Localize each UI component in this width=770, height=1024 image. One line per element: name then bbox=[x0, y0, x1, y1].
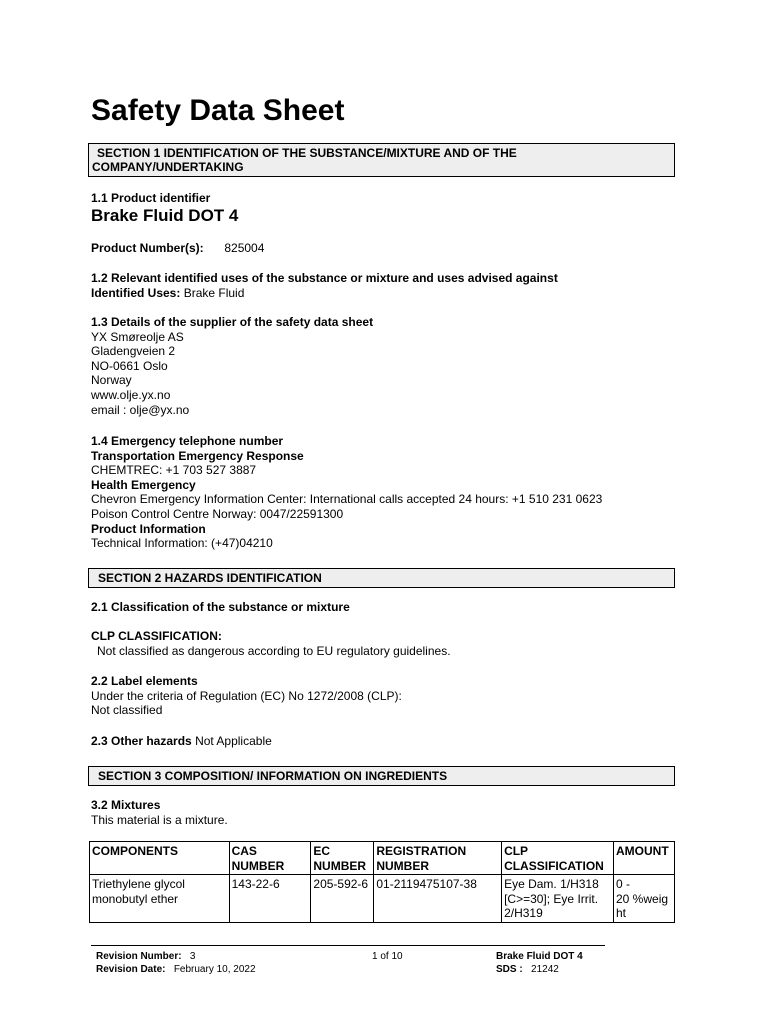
label-elements-heading: 2.2 Label elements bbox=[91, 674, 198, 688]
product-number-value: 825004 bbox=[224, 241, 265, 255]
sds-label: SDS : bbox=[496, 964, 523, 975]
supplier-country: Norway bbox=[91, 373, 132, 388]
other-hazards-row bbox=[91, 734, 272, 749]
amount-header: AMOUNT bbox=[614, 842, 675, 875]
section-2-header bbox=[88, 568, 675, 588]
page-title: Safety Data Sheet bbox=[91, 94, 345, 127]
health-emergency-label: Health Emergency bbox=[91, 477, 196, 492]
cas-header: CAS NUMBER bbox=[229, 842, 311, 875]
revision-number-label: Revision Number: bbox=[96, 951, 182, 962]
components-header: COMPONENTS bbox=[90, 842, 230, 875]
supplier-city: NO-0661 Oslo bbox=[91, 358, 168, 373]
supplier-heading: 1.3 Details of the supplier of the safety data sheet bbox=[91, 315, 374, 329]
section-1-header bbox=[88, 143, 675, 177]
product-identifier-label: 1.1 Product identifier bbox=[91, 191, 211, 205]
section-2-heading: SECTION 2 HAZARDS IDENTIFICATION bbox=[98, 571, 322, 585]
footer-product bbox=[496, 950, 583, 976]
sds-number: 21242 bbox=[531, 964, 559, 975]
clp-classification-label: CLP CLASSIFICATION: bbox=[91, 629, 222, 643]
emergency-block bbox=[91, 434, 602, 551]
components-table bbox=[89, 841, 675, 923]
product-number-label: Product Number(s): bbox=[91, 241, 204, 255]
page-number: 1 of 10 bbox=[372, 951, 403, 962]
other-hazards-label: 2.3 Other hazards bbox=[91, 734, 192, 748]
table-row bbox=[90, 875, 675, 923]
product-name: Brake Fluid DOT 4 bbox=[91, 205, 239, 225]
label-elements-line2: Not classified bbox=[91, 703, 163, 718]
mixtures-block bbox=[91, 798, 228, 827]
amount-cell: 0 - 20 %weig ht bbox=[614, 875, 675, 923]
chevron-emergency-line: Chevron Emergency Information Center: International calls accepted 24 hours: +1 510 231 0623 bbox=[91, 492, 603, 507]
classification-heading: 2.1 Classification of the substance or mixture bbox=[91, 600, 350, 614]
label-elements-block bbox=[91, 674, 402, 718]
product-number-row bbox=[91, 241, 264, 256]
ec-cell: 205-592-6 bbox=[311, 875, 374, 923]
technical-information: Technical Information: (+47)04210 bbox=[91, 536, 273, 551]
chemtrec-number: CHEMTREC: +1 703 527 3887 bbox=[91, 463, 257, 478]
revision-date-label: Revision Date: bbox=[96, 964, 166, 975]
transport-emergency-label: Transportation Emergency Response bbox=[91, 448, 304, 463]
other-hazards-value: Not Applicable bbox=[195, 734, 272, 748]
classification-block bbox=[91, 600, 350, 615]
footer-divider bbox=[91, 945, 605, 946]
cas-cell: 143-22-6 bbox=[229, 875, 311, 923]
revision-date: February 10, 2022 bbox=[173, 964, 256, 975]
supplier-email: email : olje@yx.no bbox=[91, 402, 190, 417]
identified-uses-value: Brake Fluid bbox=[183, 285, 245, 300]
footer-revision bbox=[96, 950, 256, 976]
section-1-heading-line2: COMPANY/UNDERTAKING bbox=[92, 160, 244, 174]
revision-number: 3 bbox=[189, 951, 196, 962]
mixtures-text: This material is a mixture. bbox=[91, 812, 228, 827]
footer-product-name: Brake Fluid DOT 4 bbox=[496, 951, 583, 962]
clp-classification-block bbox=[91, 629, 451, 658]
clp-classification-text: Not classified as dangerous according to EU regulatory guidelines. bbox=[97, 643, 451, 658]
emergency-heading: 1.4 Emergency telephone number bbox=[91, 434, 284, 448]
section-3-header bbox=[88, 766, 675, 786]
supplier-block bbox=[91, 315, 373, 417]
registration-header: REGISTRATION NUMBER bbox=[374, 842, 502, 875]
component-cell: Triethylene glycol monobutyl ether bbox=[90, 875, 230, 923]
section-1-heading-line1: SECTION 1 IDENTIFICATION OF THE SUBSTANCE/MIXTURE AND OF THE bbox=[97, 146, 517, 160]
uses-heading: 1.2 Relevant identified uses of the substance or mixture and uses advised against bbox=[91, 271, 558, 285]
clp-header: CLP CLASSIFICATION bbox=[502, 842, 614, 875]
product-information-label: Product Information bbox=[91, 521, 206, 536]
clp-cell: Eye Dam. 1/H318 [C>=30]; Eye Irrit. 2/H319 bbox=[502, 875, 614, 923]
section-3-heading: SECTION 3 COMPOSITION/ INFORMATION ON INGREDIENTS bbox=[98, 769, 448, 783]
poison-control-line: Poison Control Centre Norway: 0047/22591300 bbox=[91, 506, 344, 521]
supplier-company: YX Smøreolje AS bbox=[91, 329, 184, 344]
product-identifier-block bbox=[91, 191, 238, 226]
mixtures-heading: 3.2 Mixtures bbox=[91, 798, 161, 812]
registration-cell: 01-2119475107-38 bbox=[374, 875, 502, 923]
table-header-row bbox=[90, 842, 675, 875]
supplier-street: Gladengveien 2 bbox=[91, 344, 176, 359]
ec-header: EC NUMBER bbox=[311, 842, 374, 875]
label-elements-line1: Under the criteria of Regulation (EC) No 1272/2008 (CLP): bbox=[91, 688, 402, 703]
identified-uses-label: Identified Uses: bbox=[91, 285, 181, 300]
identified-uses-block bbox=[91, 271, 558, 300]
supplier-website: www.olje.yx.no bbox=[91, 387, 171, 402]
